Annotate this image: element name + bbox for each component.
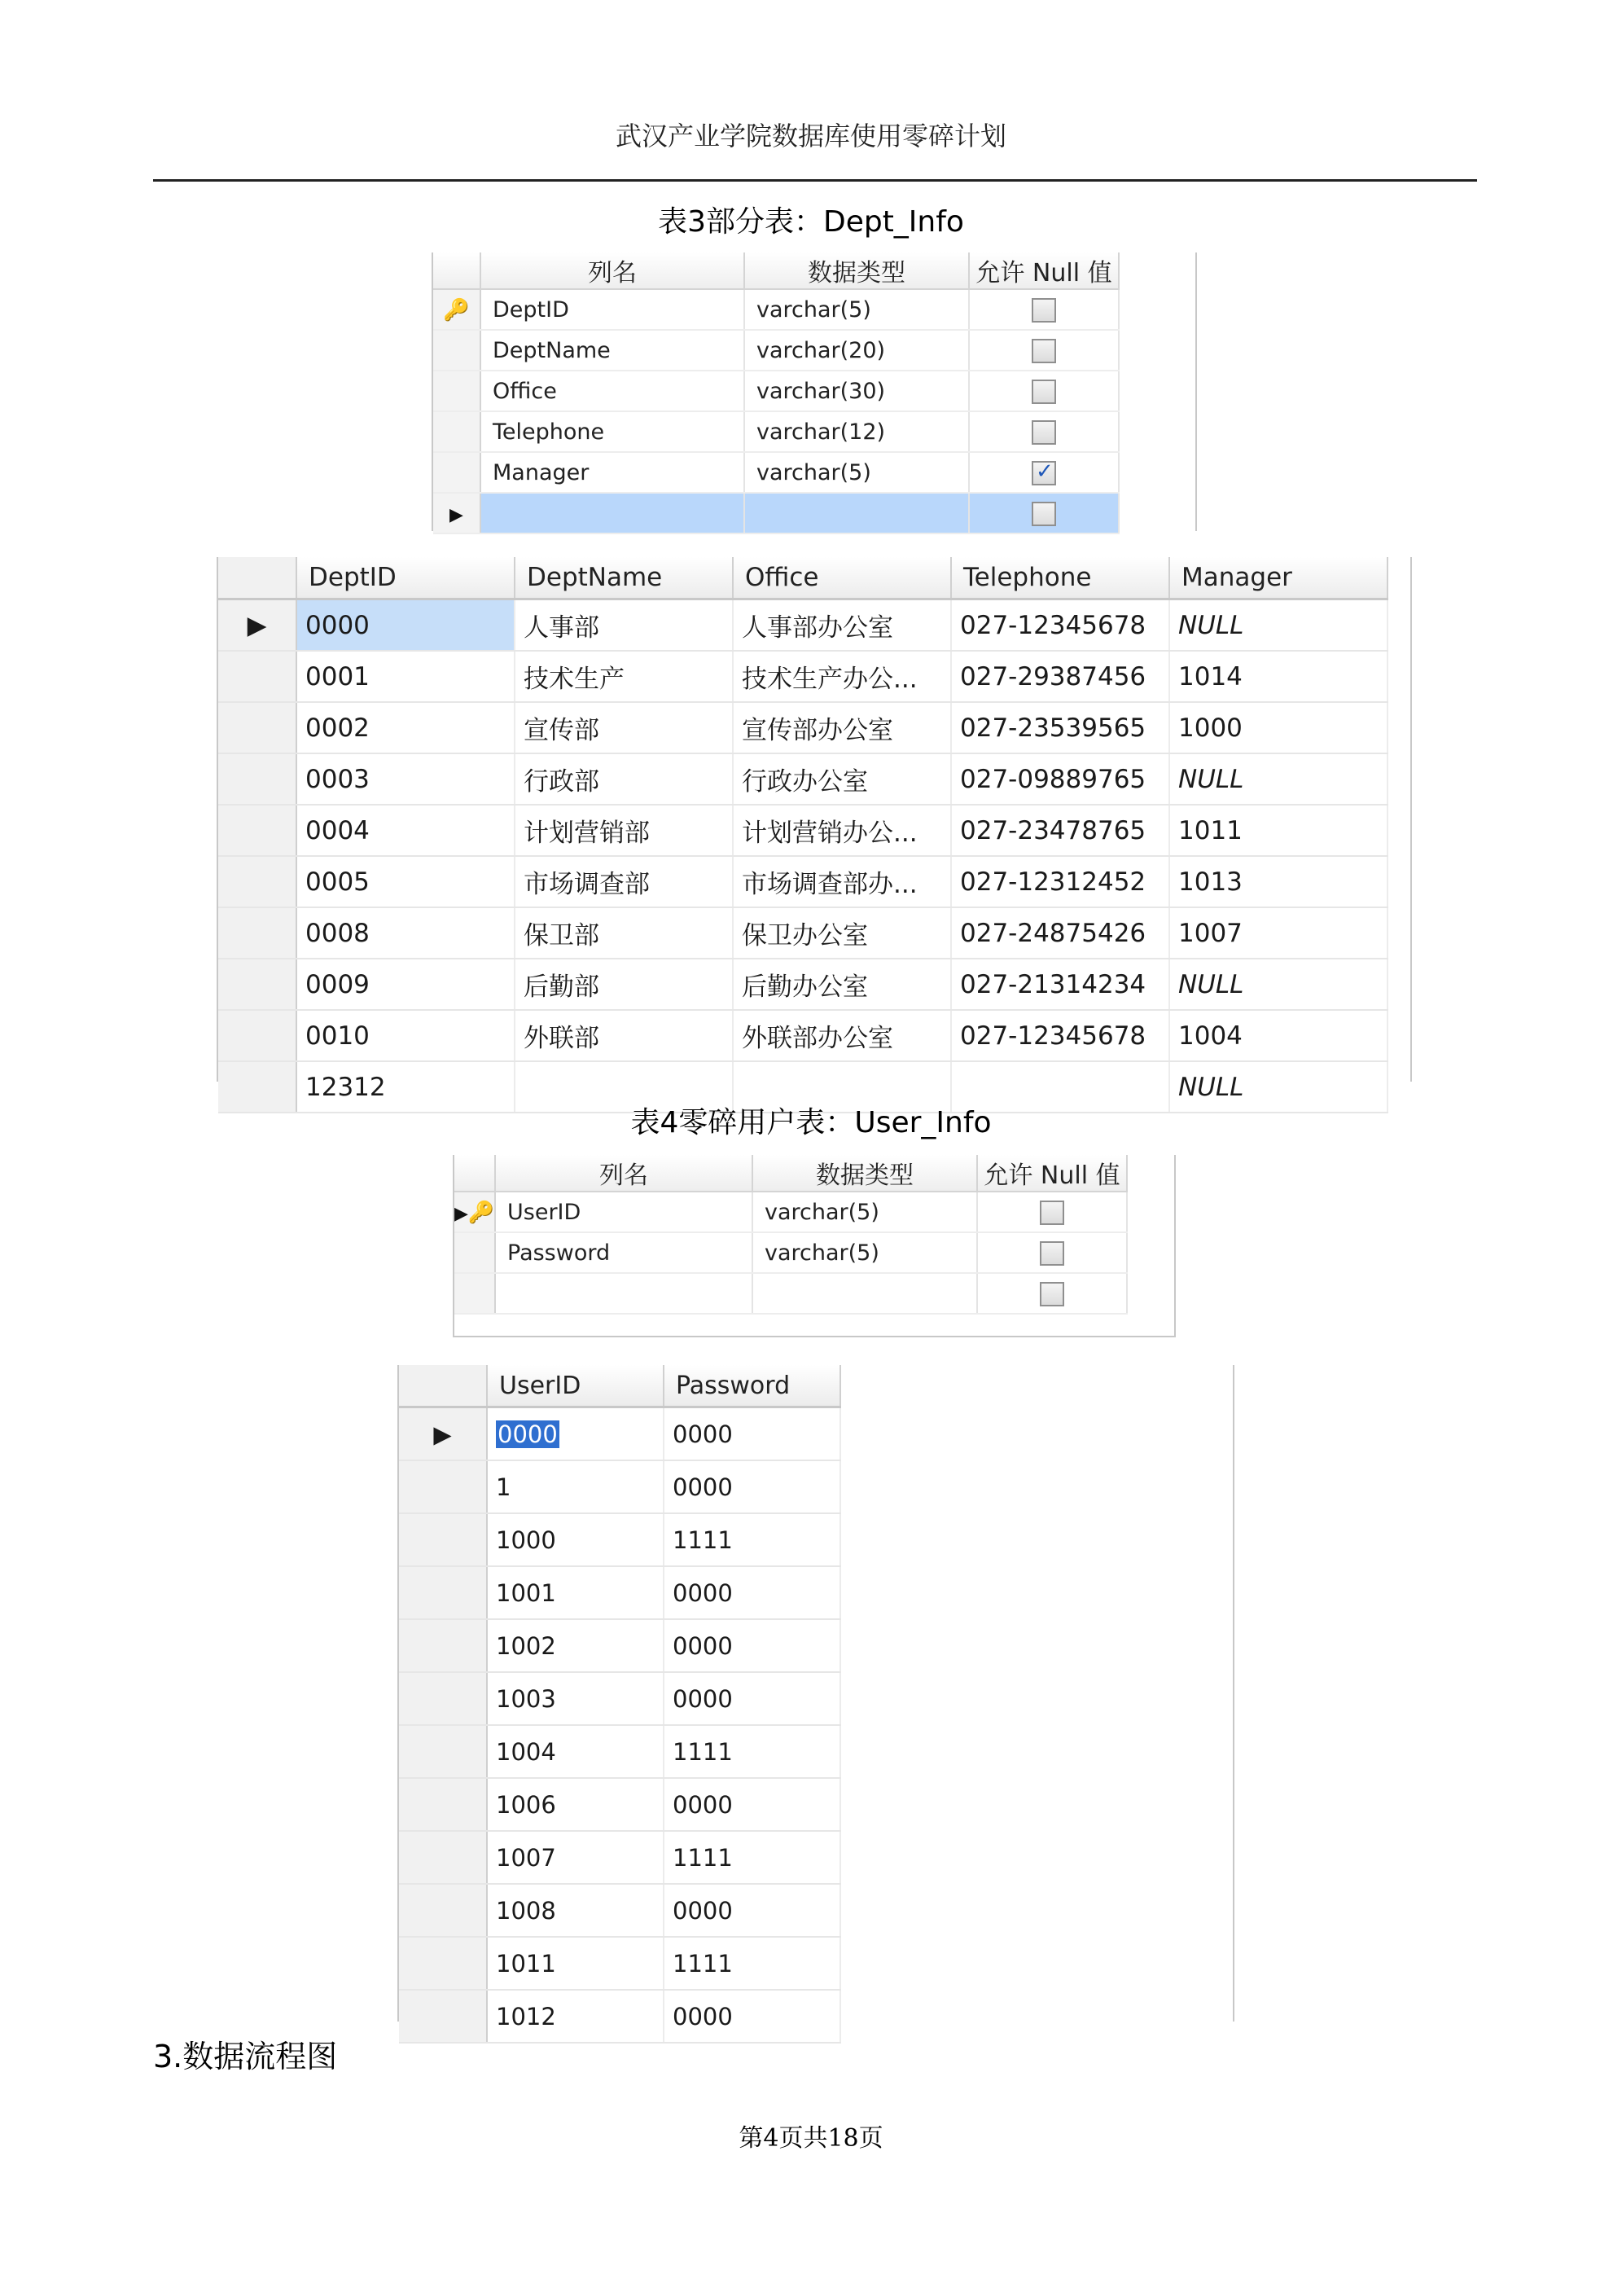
cell-value: NULL [1178, 1072, 1244, 1102]
cell-value: 0000 [673, 1473, 733, 1501]
cell-value: 0000 [673, 1631, 733, 1660]
table-cell[interactable] [951, 856, 1169, 907]
table-cell[interactable] [733, 805, 951, 856]
table-cell[interactable] [664, 1407, 840, 1461]
table-cell[interactable] [1169, 959, 1387, 1010]
table-cell[interactable] [296, 805, 515, 856]
table-row[interactable] [399, 1513, 840, 1566]
row-selector[interactable] [218, 702, 296, 753]
design-empty-header [1119, 252, 1195, 289]
dept-data-grid [217, 557, 1412, 1102]
table-cell[interactable] [487, 1619, 664, 1672]
allow-null-checkbox-cell[interactable] [969, 411, 1119, 452]
design-empty-header [1127, 1155, 1174, 1192]
table-cell[interactable] [1169, 1010, 1387, 1061]
cell-value: 1111 [673, 1949, 733, 1978]
cell-value: 0003 [305, 764, 370, 794]
table-row[interactable] [399, 1407, 840, 1461]
table-cell[interactable] [664, 1619, 840, 1672]
table-cell[interactable] [1169, 805, 1387, 856]
design-corner [433, 252, 480, 289]
cell-value: 027-12345678 [960, 610, 1146, 640]
cell-value: 0000 [673, 2002, 733, 2030]
table-cell[interactable] [733, 599, 951, 652]
column-name-cell[interactable] [495, 1273, 752, 1314]
page-header: 武汉产业学院数据库使用零碎计划 [615, 121, 1006, 151]
table-cell[interactable] [1169, 702, 1387, 753]
table-row[interactable] [218, 856, 1387, 907]
row-selector[interactable] [433, 289, 480, 330]
column-name-cell[interactable] [480, 493, 744, 533]
table-cell[interactable] [487, 1778, 664, 1831]
table-cell[interactable] [664, 1831, 840, 1884]
cell-value: 1013 [1178, 867, 1243, 897]
cell-value: 1002 [496, 1631, 556, 1660]
table-cell[interactable] [664, 1672, 840, 1725]
cell-value: 市场调查部办... [742, 870, 918, 899]
data-type-cell[interactable] [744, 493, 969, 533]
table-cell[interactable] [487, 1990, 664, 2043]
allow-null-checkbox-cell[interactable] [969, 289, 1119, 330]
allow-null-checkbox[interactable] [1040, 1241, 1064, 1266]
cell-value: 027-21314234 [960, 969, 1146, 999]
table-cell[interactable] [951, 959, 1169, 1010]
row-pointer-icon: ▶ [454, 1203, 468, 1224]
design-new-row[interactable] [433, 493, 1195, 533]
column-name-cell[interactable]: Password [495, 1232, 752, 1273]
cell-value: 人事部办公室 [742, 613, 893, 643]
row-pointer-icon: ▶ [247, 610, 267, 640]
row-selector[interactable] [218, 753, 296, 805]
column-name-cell[interactable]: Manager [480, 452, 744, 493]
cell-value: 技术生产 [524, 665, 625, 694]
table4-caption: 表4零碎用户表：User_Info [630, 1106, 992, 1139]
cell-value: 1008 [496, 1896, 556, 1925]
table-row[interactable] [218, 702, 1387, 753]
cell-value: 027-29387456 [960, 661, 1146, 691]
table-row[interactable] [399, 1619, 840, 1672]
table-cell[interactable] [951, 651, 1169, 702]
column-header[interactable]: DeptName [515, 557, 733, 599]
row-selector[interactable] [218, 805, 296, 856]
table-cell[interactable] [487, 1831, 664, 1884]
cell-value: 1004 [1178, 1021, 1243, 1051]
cell-value: 027-09889765 [960, 764, 1146, 794]
table-cell[interactable] [515, 959, 733, 1010]
column-header[interactable]: Telephone [951, 557, 1169, 599]
row-selector[interactable] [433, 411, 480, 452]
cell-value: 0000 [673, 1684, 733, 1713]
row-selector[interactable] [399, 1619, 487, 1672]
table-cell[interactable] [733, 856, 951, 907]
data-type-cell[interactable]: varchar(5) [744, 289, 969, 330]
cell-value: 1004 [496, 1737, 556, 1766]
cell-value: 1006 [496, 1790, 556, 1819]
row-selector[interactable] [218, 1010, 296, 1061]
row-selector[interactable] [399, 1566, 487, 1619]
table-cell[interactable] [487, 1672, 664, 1725]
table-cell[interactable] [487, 1884, 664, 1937]
cell-value: 0001 [305, 661, 370, 691]
table-cell[interactable] [1169, 599, 1387, 652]
key-icon: 🔑 [443, 297, 470, 323]
table-cell[interactable] [733, 959, 951, 1010]
row-selector[interactable] [399, 1831, 487, 1884]
design-col-null-header[interactable]: 允许 Null 值 [969, 252, 1119, 289]
column-header[interactable]: Office [733, 557, 951, 599]
data-type-cell[interactable]: varchar(30) [744, 371, 969, 411]
design-row[interactable] [433, 371, 1195, 411]
design-col-name-header[interactable]: 列名 [495, 1155, 752, 1192]
cell-value: 1 [496, 1473, 511, 1501]
allow-null-checkbox[interactable] [1040, 1201, 1064, 1225]
table-cell[interactable] [951, 1010, 1169, 1061]
row-selector[interactable] [399, 1407, 487, 1461]
data-type-cell[interactable]: varchar(5) [752, 1192, 977, 1232]
cell-value: 行政办公室 [742, 767, 868, 797]
design-row[interactable] [433, 411, 1195, 452]
table-cell[interactable] [487, 1513, 664, 1566]
row-selector[interactable] [433, 493, 480, 533]
data-type-cell[interactable] [752, 1273, 977, 1314]
column-header[interactable]: Manager [1169, 557, 1387, 599]
row-selector[interactable] [399, 1990, 487, 2043]
row-selector[interactable] [433, 452, 480, 493]
design-filler [1119, 330, 1195, 371]
design-filler [1119, 371, 1195, 411]
table-cell[interactable] [515, 651, 733, 702]
cell-value: 1007 [496, 1843, 556, 1872]
row-pointer-icon: ▶ [449, 504, 463, 525]
cell-value: 宣传部 [524, 716, 599, 745]
cell-value: 1007 [1178, 918, 1243, 948]
cell-value: 0000 [673, 1578, 733, 1607]
table-cell[interactable] [733, 753, 951, 805]
cell-value: 后勤办公室 [742, 972, 868, 1002]
table-row[interactable] [399, 1884, 840, 1937]
table-cell[interactable] [951, 599, 1169, 652]
column-name-cell[interactable]: DeptID [480, 289, 744, 330]
allow-null-checkbox[interactable] [1032, 502, 1056, 526]
cell-value: 技术生产办公... [742, 665, 918, 694]
table-cell[interactable] [733, 1010, 951, 1061]
cell-value: 0000 [673, 1896, 733, 1925]
cell-value: 0000 [305, 610, 370, 640]
cell-value: 0004 [305, 815, 370, 845]
allow-null-checkbox[interactable] [1032, 380, 1056, 404]
section-heading: 3.数据流程图 [153, 2039, 338, 2074]
cell-value: 1111 [673, 1526, 733, 1554]
cell-value: 后勤部 [524, 972, 599, 1002]
table-cell[interactable] [515, 1010, 733, 1061]
table-row[interactable] [399, 1566, 840, 1619]
row-selector[interactable] [218, 599, 296, 652]
row-selector[interactable] [399, 1513, 487, 1566]
allow-null-checkbox-cell[interactable] [977, 1232, 1127, 1273]
table-row[interactable] [399, 1937, 840, 1990]
table-cell[interactable] [664, 1937, 840, 1990]
design-col-type-header[interactable]: 数据类型 [752, 1155, 977, 1192]
table-row[interactable] [399, 1460, 840, 1513]
design-filler [1127, 1273, 1174, 1314]
table-cell[interactable] [664, 1884, 840, 1937]
cell-value: 人事部 [524, 613, 599, 643]
row-selector[interactable] [399, 1884, 487, 1937]
cell-value: 12312 [305, 1072, 386, 1102]
design-row[interactable] [433, 452, 1195, 493]
table-row[interactable] [218, 959, 1387, 1010]
table-row[interactable] [218, 1010, 1387, 1061]
column-name-cell[interactable]: DeptName [480, 330, 744, 371]
cell-value: 0000 [673, 1420, 733, 1448]
data-type-cell[interactable]: varchar(12) [744, 411, 969, 452]
table-cell[interactable] [1169, 856, 1387, 907]
column-name-cell[interactable]: UserID [495, 1192, 752, 1232]
allow-null-checkbox-cell[interactable] [969, 493, 1119, 533]
row-selector[interactable] [454, 1232, 495, 1273]
row-selector[interactable] [218, 907, 296, 959]
design-row[interactable] [433, 289, 1195, 330]
table-cell[interactable] [1169, 651, 1387, 702]
row-selector[interactable] [399, 1778, 487, 1831]
cell-value: 0000 [673, 1790, 733, 1819]
column-name-cell[interactable]: Telephone [480, 411, 744, 452]
design-corner [454, 1155, 495, 1192]
design-filler [1119, 493, 1195, 533]
allow-null-checkbox[interactable] [1032, 298, 1056, 323]
allow-null-checkbox[interactable] [1040, 1282, 1064, 1306]
row-selector[interactable] [454, 1273, 495, 1314]
allow-null-checkbox-cell[interactable] [969, 452, 1119, 493]
cell-value: 1003 [496, 1684, 556, 1713]
design-col-type-header[interactable]: 数据类型 [744, 252, 969, 289]
cell-value: 1012 [496, 2002, 556, 2030]
table-row[interactable] [399, 1831, 840, 1884]
row-selector[interactable] [454, 1192, 495, 1232]
table-cell[interactable] [296, 1010, 515, 1061]
table-cell[interactable] [664, 1990, 840, 2043]
table-cell[interactable] [951, 702, 1169, 753]
cell-value: 1011 [1178, 815, 1243, 845]
table-cell[interactable] [296, 651, 515, 702]
dept-design-grid [432, 252, 1197, 531]
user-data-grid [397, 1365, 1234, 2030]
allow-null-checkbox[interactable] [1032, 461, 1056, 485]
design-filler [1127, 1232, 1174, 1273]
table-cell[interactable] [951, 907, 1169, 959]
table-row[interactable] [218, 599, 1387, 652]
table-cell[interactable] [296, 753, 515, 805]
allow-null-checkbox[interactable] [1032, 339, 1056, 363]
key-icon: 🔑 [467, 1200, 495, 1225]
column-header[interactable]: UserID [487, 1365, 664, 1407]
cell-value: 0000 [498, 1420, 558, 1448]
cell-value: 0005 [305, 867, 370, 897]
design-col-null-header[interactable]: 允许 Null 值 [977, 1155, 1127, 1192]
cell-value: 市场调查部 [524, 870, 650, 899]
table-cell[interactable] [951, 805, 1169, 856]
cell-value: 宣传部办公室 [742, 716, 893, 745]
design-row[interactable] [454, 1232, 1174, 1273]
table-cell[interactable] [1169, 907, 1387, 959]
cell-value: 计划营销办公... [742, 819, 918, 848]
row-selector[interactable] [399, 1937, 487, 1990]
row-selector[interactable] [399, 1725, 487, 1778]
table-cell[interactable] [515, 805, 733, 856]
row-selector[interactable] [433, 371, 480, 411]
design-filler [1127, 1192, 1174, 1232]
table-cell[interactable] [487, 1460, 664, 1513]
table-cell[interactable] [296, 907, 515, 959]
design-row[interactable] [454, 1192, 1174, 1232]
data-type-cell[interactable]: varchar(5) [744, 452, 969, 493]
table-cell[interactable] [515, 856, 733, 907]
cell-value: 0008 [305, 918, 370, 948]
table3-caption: 表3部分表：Dept_Info [658, 205, 964, 239]
table-row[interactable] [218, 651, 1387, 702]
cell-value: 0002 [305, 713, 370, 743]
cell-value: 1014 [1178, 661, 1243, 691]
table-row[interactable] [399, 1725, 840, 1778]
row-selector[interactable] [218, 959, 296, 1010]
design-filler [1119, 452, 1195, 493]
cell-value: 1111 [673, 1843, 733, 1872]
allow-null-checkbox-cell[interactable] [977, 1192, 1127, 1232]
table-cell[interactable] [487, 1407, 664, 1461]
table-row[interactable] [218, 753, 1387, 805]
table-row[interactable] [218, 907, 1387, 959]
table-cell[interactable] [664, 1725, 840, 1778]
table-cell[interactable] [1169, 753, 1387, 805]
allow-null-checkbox-cell[interactable] [977, 1273, 1127, 1314]
column-header[interactable]: Password [664, 1365, 840, 1407]
cell-value: NULL [1178, 764, 1244, 794]
allow-null-checkbox-cell[interactable] [969, 330, 1119, 371]
cell-value: 027-12312452 [960, 867, 1146, 897]
design-filler [1119, 289, 1195, 330]
row-selector[interactable] [399, 1460, 487, 1513]
cell-value: NULL [1178, 969, 1244, 999]
cell-value: 1111 [673, 1737, 733, 1766]
cell-value: 027-12345678 [960, 1021, 1146, 1051]
table-cell[interactable] [296, 959, 515, 1010]
grid-corner [218, 557, 296, 599]
row-pointer-icon: ▶ [433, 1420, 452, 1448]
cell-value: 外联部 [524, 1024, 599, 1053]
table-cell[interactable] [515, 907, 733, 959]
table-cell[interactable] [487, 1725, 664, 1778]
allow-null-checkbox[interactable] [1032, 420, 1056, 445]
data-type-cell[interactable]: varchar(20) [744, 330, 969, 371]
row-selector[interactable] [218, 651, 296, 702]
table-cell[interactable] [951, 753, 1169, 805]
cell-value: 0010 [305, 1021, 370, 1051]
data-type-cell[interactable]: varchar(5) [752, 1232, 977, 1273]
grid-corner [399, 1365, 487, 1407]
cell-value: 保卫办公室 [742, 921, 868, 950]
row-selector[interactable] [433, 330, 480, 371]
table-cell[interactable] [296, 856, 515, 907]
table-row[interactable] [399, 1778, 840, 1831]
table-cell[interactable] [664, 1460, 840, 1513]
cell-value: 1000 [1178, 713, 1243, 743]
cell-value: 1001 [496, 1578, 556, 1607]
cell-value: 027-23478765 [960, 815, 1146, 845]
cell-value: 0009 [305, 969, 370, 999]
allow-null-checkbox-cell[interactable] [969, 371, 1119, 411]
cell-value: 行政部 [524, 767, 599, 797]
table-cell[interactable] [515, 599, 733, 652]
table-row[interactable] [399, 1990, 840, 2043]
table-cell[interactable] [664, 1778, 840, 1831]
user-design-grid [453, 1155, 1176, 1337]
header-divider [153, 179, 1477, 182]
cell-value: 保卫部 [524, 921, 599, 950]
cell-value: 1000 [496, 1526, 556, 1554]
table-row[interactable] [218, 805, 1387, 856]
design-filler [1119, 411, 1195, 452]
column-header[interactable]: DeptID [296, 557, 515, 599]
table-cell[interactable] [515, 753, 733, 805]
table-cell[interactable] [733, 702, 951, 753]
table-cell[interactable] [296, 702, 515, 753]
table-cell[interactable] [664, 1566, 840, 1619]
table-cell[interactable] [515, 702, 733, 753]
cell-value: 027-24875426 [960, 918, 1146, 948]
row-selector[interactable] [218, 856, 296, 907]
design-row[interactable] [433, 330, 1195, 371]
column-name-cell[interactable]: Office [480, 371, 744, 411]
table-cell[interactable] [296, 599, 515, 652]
cell-value: 027-23539565 [960, 713, 1146, 743]
page-footer: 第4页共18页 [739, 2124, 883, 2153]
design-col-name-header[interactable]: 列名 [480, 252, 744, 289]
table-cell[interactable] [487, 1566, 664, 1619]
table-cell[interactable] [733, 651, 951, 702]
cell-value: 计划营销部 [524, 819, 650, 848]
table-cell[interactable] [664, 1513, 840, 1566]
cell-value: 1011 [496, 1949, 556, 1978]
table-cell[interactable] [733, 907, 951, 959]
cell-value: 外联部办公室 [742, 1024, 893, 1053]
cell-value: NULL [1178, 610, 1244, 640]
row-selector[interactable] [399, 1672, 487, 1725]
table-row[interactable] [399, 1672, 840, 1725]
design-new-row[interactable] [454, 1273, 1174, 1314]
table-cell[interactable] [487, 1937, 664, 1990]
